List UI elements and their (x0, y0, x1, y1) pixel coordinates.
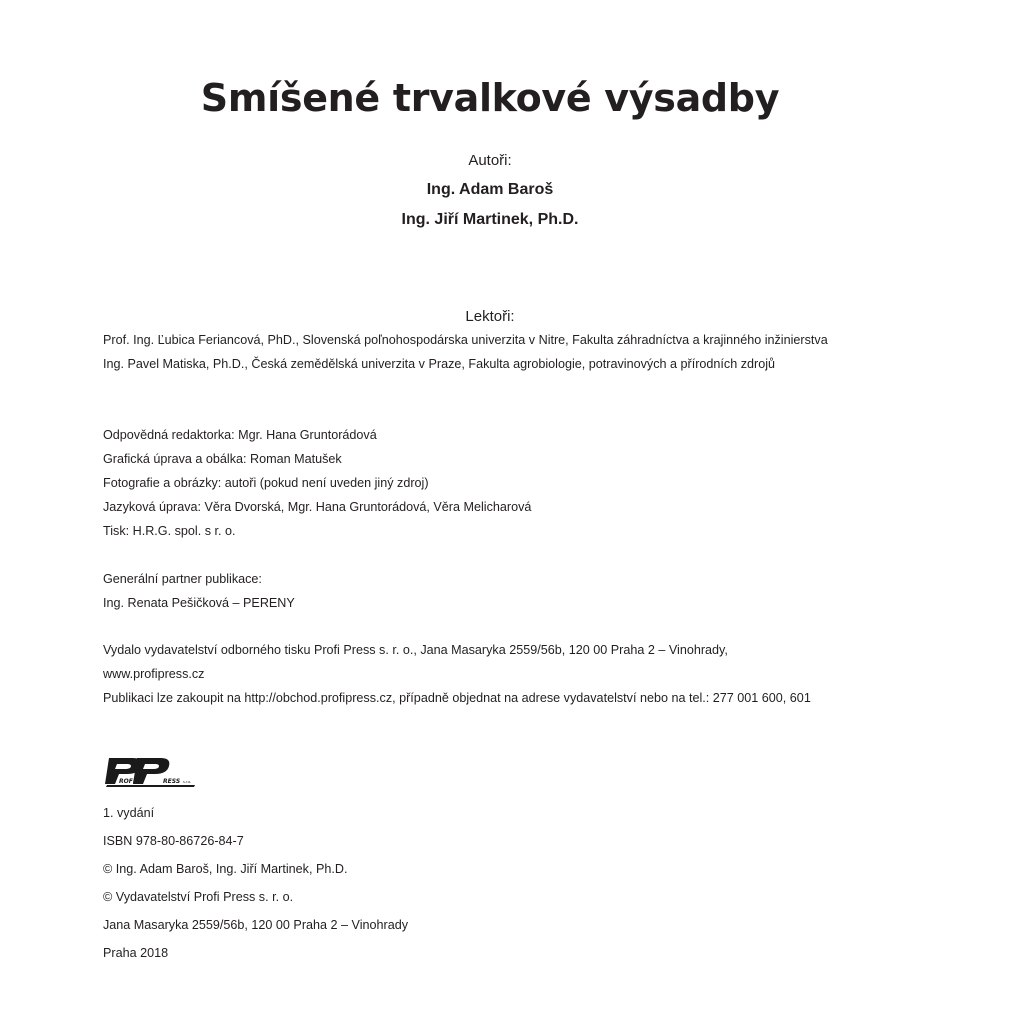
credit-line: Tisk: H.R.G. spol. s r. o. (103, 524, 236, 538)
partner-label: Generální partner publikace: (103, 572, 262, 586)
edition-number: 1. vydání (103, 806, 155, 820)
reviewers-label: Lektoři: (465, 308, 515, 325)
credit-line: Fotografie a obrázky: autoři (pokud není uveden jiný zdroj) (103, 476, 429, 490)
publisher-block (103, 638, 983, 710)
credit-line: Jazyková úprava: Věra Dvorská, Mgr. Hana Gruntorádová, Věra Melicharová (103, 500, 532, 514)
author-name: Ing. Jiří Martinek, Ph.D. (401, 211, 579, 228)
place-year: Praha 2018 (103, 946, 169, 960)
edition-block (103, 799, 983, 967)
reviewer-line: Prof. Ing. Ľubica Feriancová, PhD., Slovenská poľnohospodárska univerzita v Nitre, Fakulta záhradníctva a krajinného inžinierstva (103, 333, 828, 347)
copyright-publisher: © Vydavatelství Profi Press s. r. o. (103, 890, 294, 904)
isbn: ISBN 978-80-86726-84-7 (103, 834, 244, 848)
book-title: Smíšené trvalkové výsadby (200, 76, 780, 120)
authors-label: Autoři: (468, 152, 512, 169)
reviewer-line: Ing. Pavel Matiska, Ph.D., Česká zemědělská univerzita v Praze, Fakulta agrobiologie, potravinových a přírodních zdrojů (103, 357, 775, 371)
publisher-order-line: Publikaci lze zakoupit na http://obchod.profipress.cz, případně objednat na adrese vydavatelství nebo na tel.: 277 001 600, 601 (103, 691, 811, 705)
logo-text-right: RESS (163, 778, 181, 785)
reviewers-list (103, 328, 983, 376)
credit-line: Odpovědná redaktorka: Mgr. Hana Gruntorádová (103, 428, 377, 442)
profi-press-logo (103, 754, 199, 788)
copyright-authors: © Ing. Adam Baroš, Ing. Jiří Martinek, Ph.D. (103, 862, 348, 876)
credit-line: Grafická úprava a obálka: Roman Matušek (103, 452, 342, 466)
logo-suffix: s.r.o. (183, 780, 192, 784)
partner-block (103, 567, 983, 615)
partner-name: Ing. Renata Pešičková – PERENY (103, 596, 295, 610)
logo-text-left: ROFI (119, 778, 136, 785)
credits-list (103, 423, 983, 543)
publisher-line: Vydalo vydavatelství odborného tisku Profi Press s. r. o., Jana Masaryka 2559/56b, 120 00 Praha 2 – Vinohrady, (103, 643, 728, 657)
publisher-address: Jana Masaryka 2559/56b, 120 00 Praha 2 – Vinohrady (103, 918, 409, 932)
author-name: Ing. Adam Baroš (426, 181, 554, 198)
publisher-website: www.profipress.cz (103, 667, 205, 681)
